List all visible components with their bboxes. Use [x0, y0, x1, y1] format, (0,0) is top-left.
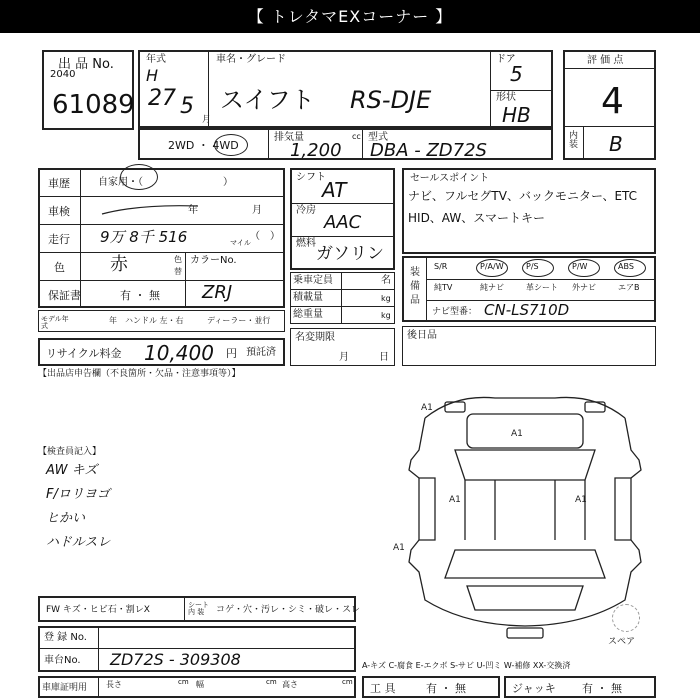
- load-unit: kg: [381, 294, 391, 303]
- sheet-header: 【 トレタマEXコーナー 】: [0, 0, 700, 33]
- interior-label: 内装: [569, 131, 579, 150]
- inspection-year-unit: 年: [188, 205, 198, 216]
- sales-point-line2: HID、AW、スマートキー: [408, 211, 545, 225]
- equipment-box: [402, 256, 656, 322]
- capacity-unit: 名: [381, 275, 391, 286]
- door-value: 5: [510, 62, 523, 86]
- navi-label: ナビ型番：: [432, 307, 478, 317]
- gross-label: 総重量: [293, 309, 323, 320]
- equipment-item: ABS: [618, 262, 634, 271]
- diagram-mark-a1: A1: [421, 403, 433, 413]
- sales-point-label: セールスポイント: [410, 173, 490, 184]
- lot-number: 61089: [52, 90, 135, 120]
- cert-length-unit: cm: [178, 678, 189, 686]
- inspector-note: AW キズ: [46, 463, 98, 478]
- car-name-label: 車名・グレード: [216, 54, 286, 65]
- rear-items-box: [402, 326, 656, 366]
- sales-point-box: [402, 168, 656, 254]
- sales-point-line1: ナビ、フルセグTV、バックモニター、ETC: [408, 189, 638, 203]
- spare-tire-icon: [612, 604, 640, 632]
- name-change-label: 名変期限: [295, 332, 335, 343]
- aircon-label: 冷房: [296, 205, 316, 216]
- rating-label: 評 価 点: [587, 55, 624, 66]
- body-type-value: HB: [502, 103, 531, 127]
- jack-label: ジャッキ: [512, 682, 556, 695]
- color-no-label: カラーNo.: [190, 255, 237, 266]
- mileage-extra: （ ）: [250, 231, 280, 242]
- history-table: [38, 168, 285, 308]
- navi-model: CN-LS710D: [484, 301, 570, 319]
- aircon-value: AAC: [324, 212, 362, 233]
- interior-value: B: [609, 132, 623, 156]
- legend-fw: FW キズ・ヒビ石・割レX: [46, 605, 150, 615]
- color-sub1: 色: [174, 255, 182, 264]
- seller-notes-label: 【出品店申告欄（不良箇所・欠品・注意事項等）】: [38, 369, 241, 379]
- inspection-dash: [100, 200, 200, 220]
- equipment-label: 装備品: [410, 267, 420, 306]
- lot-box: [42, 50, 134, 130]
- model-year-unit: 年: [109, 316, 117, 325]
- color-value: 赤: [110, 254, 128, 275]
- drive-options: 2WD ・ 4WD: [168, 139, 239, 152]
- drive-circle: [214, 134, 248, 156]
- door-label: ドア: [496, 54, 516, 65]
- diagram-mark-a1: A1: [393, 543, 405, 553]
- displacement-value: 1,200: [290, 140, 342, 161]
- model-code-label: 型式: [368, 132, 388, 143]
- recycle-box: [38, 338, 285, 366]
- lot-label: 出 品 No.: [58, 57, 114, 72]
- shift-label: シフト: [296, 172, 326, 183]
- year-era: H: [146, 66, 159, 85]
- cert-width: 幅: [196, 680, 204, 689]
- legend-seat-items: コゲ・穴・汚レ・シミ・破レ・スレ: [216, 605, 361, 615]
- model-year-dealer: ディーラー・並行: [207, 316, 271, 325]
- spare-label: スペア: [608, 637, 636, 647]
- recycle-value: 10,400: [144, 341, 214, 365]
- spec-row: [138, 128, 553, 160]
- inspector-note: F/ロリヨゴ: [46, 487, 110, 502]
- jack-value: 有 ・ 無: [582, 682, 622, 695]
- recycle-unit: 円: [226, 347, 237, 360]
- damage-codes: A-キズ C-腐食 E-エクボ S-サビ U-凹ミ W-補修 XX-交換済: [362, 661, 571, 670]
- shift-value: AT: [322, 178, 347, 202]
- equipment-item: P/A/W: [480, 262, 504, 271]
- rating-value: 4: [601, 81, 624, 122]
- equipment-circle: [568, 259, 600, 277]
- year-value: 27: [148, 86, 176, 111]
- gross-unit: kg: [381, 311, 391, 320]
- cert-height: 高さ: [282, 680, 298, 689]
- color-sub2: 替: [174, 267, 182, 276]
- cert-height-unit: cm: [342, 678, 353, 686]
- displacement-unit: cc: [352, 132, 361, 141]
- name-change-box: [290, 328, 395, 366]
- jack-box: [504, 676, 656, 698]
- fuel-label: 燃料: [296, 238, 316, 249]
- equipment-item: P/S: [526, 262, 539, 271]
- equipment-item: S/R: [434, 262, 448, 271]
- load-label: 積載量: [293, 292, 323, 303]
- legend-seat: シート内 装: [188, 601, 209, 616]
- tools-box: [362, 676, 500, 698]
- body-type-label: 形状: [496, 92, 516, 103]
- cert-width-unit: cm: [266, 678, 277, 686]
- model-year-label: モデル年式: [41, 315, 69, 330]
- registration-box: [38, 626, 356, 672]
- history-label: 車歴: [48, 177, 70, 190]
- mileage-value: 9万 8千 516: [100, 228, 188, 246]
- warranty-value: 有 ・ 無: [120, 289, 160, 302]
- rating-box: [563, 50, 656, 160]
- car-name: スイフト: [220, 86, 315, 114]
- car-grade: RS-DJE: [350, 86, 432, 114]
- recycle-deposit: 預託済: [246, 347, 276, 358]
- inspector-note: ハドルスレ: [46, 535, 111, 550]
- car-damage-diagram: [395, 390, 665, 640]
- displacement-label: 排気量: [274, 132, 304, 143]
- history-circle: [120, 164, 158, 190]
- legend-row: [38, 596, 361, 622]
- equipment-item: 外ナビ: [572, 283, 596, 292]
- lot-sub: 2040: [50, 69, 76, 80]
- cert-length: 長さ: [106, 680, 122, 689]
- month-unit: 月: [202, 115, 212, 125]
- equipment-circle: [522, 259, 554, 277]
- name-change-day: 日: [379, 352, 389, 363]
- tools-label: 工 具: [370, 682, 396, 695]
- model-year-handle: ハンドル 左・右: [125, 316, 184, 325]
- color-label: 色: [54, 261, 65, 274]
- name-change-unit: 月: [339, 352, 349, 363]
- warranty-label: 保証書: [48, 289, 81, 302]
- mileage-label: 走行: [48, 233, 70, 246]
- inspection-label: 車検: [48, 205, 70, 218]
- registration-label: 登 録 No.: [44, 632, 87, 643]
- equipment-circle: [476, 259, 508, 277]
- equipment-item: 純ナビ: [480, 283, 504, 292]
- recycle-label: リサイクル料金: [46, 347, 122, 360]
- year-label: 年式: [146, 54, 166, 65]
- chassis-value: ZD72S - 309308: [110, 650, 241, 669]
- chassis-label: 車台No.: [44, 655, 81, 666]
- diagram-mark-a1: A1: [511, 429, 523, 439]
- certificate-row: [38, 676, 356, 698]
- capacity-box: [290, 272, 395, 324]
- capacity-label: 乗車定員: [293, 275, 333, 286]
- car-info-box: [138, 50, 553, 128]
- equipment-item: P/W: [572, 262, 588, 271]
- model-code-value: DBA - ZD72S: [370, 140, 487, 161]
- diagram-mark-a1: A1: [449, 495, 461, 505]
- inspector-label: 【検査員記入】: [38, 447, 102, 457]
- inspector-note: ヒかい: [46, 511, 86, 526]
- equipment-item: 革シート: [526, 283, 558, 292]
- rear-items-label: 後日品: [407, 330, 437, 341]
- inspection-month-unit: 月: [252, 205, 262, 216]
- equipment-circle: [614, 259, 646, 277]
- tools-value: 有 ・ 無: [426, 682, 466, 695]
- certificate-label: 車庫証明用: [42, 683, 88, 693]
- mileage-unit: マイル: [230, 239, 251, 247]
- color-no-value: ZRJ: [202, 282, 233, 303]
- fuel-value: ガソリン: [316, 244, 384, 264]
- equipment-item: エアB: [618, 283, 640, 292]
- diagram-mark-a1: A1: [575, 495, 587, 505]
- history-text: 自家用・（ ）: [98, 177, 233, 188]
- equipment-item: 純TV: [434, 283, 453, 292]
- drivetrain-box: [290, 168, 395, 270]
- month-value: 5: [180, 94, 194, 119]
- model-year-row: [38, 310, 285, 332]
